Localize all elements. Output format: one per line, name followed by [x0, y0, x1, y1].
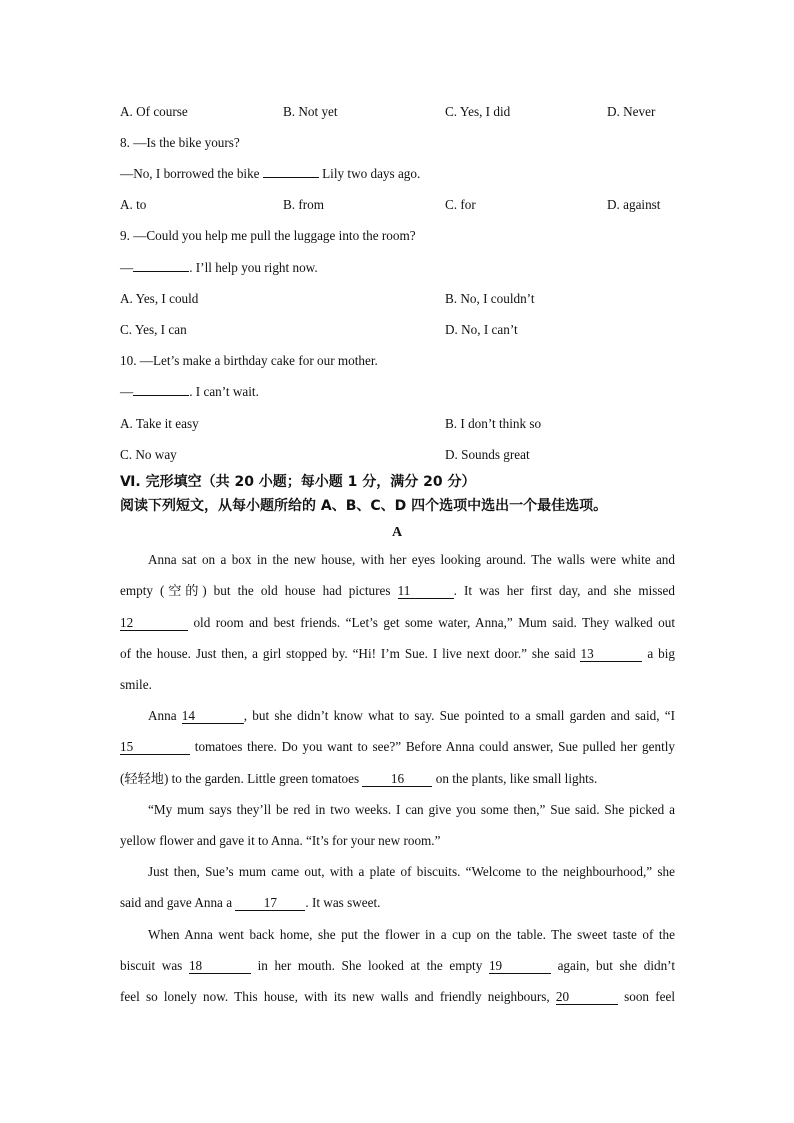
- blank-11[interactable]: 11: [398, 584, 454, 599]
- q10-reply: [120, 383, 675, 401]
- q7-option-c[interactable]: C. Yes, I did: [445, 104, 511, 119]
- q10-blank[interactable]: [133, 395, 189, 396]
- blank-18[interactable]: 18: [189, 959, 251, 974]
- q8-option-b[interactable]: B. from: [283, 197, 325, 212]
- passage-text: . It was sweet.: [305, 895, 381, 910]
- q9-reply-after: . I’ll help you right now.: [189, 260, 318, 275]
- q8-blank[interactable]: [263, 177, 319, 178]
- q8-option-d[interactable]: D. against: [607, 197, 661, 212]
- q9-reply: [120, 259, 675, 277]
- q10-option-d[interactable]: D. Sounds great: [445, 447, 530, 462]
- passage-line: smile.: [120, 677, 152, 692]
- q10-stem: 10. —Let’s make a birthday cake for our mother.: [120, 353, 378, 368]
- passage-line: [120, 614, 675, 632]
- passage-line: yellow flower and gave it to Anna. “It’s for your new room.”: [120, 833, 441, 848]
- q8-option-c[interactable]: C. for: [445, 197, 476, 212]
- passage-text: (轻轻地) to the garden. Little green tomatoes: [120, 771, 363, 786]
- passage-text: . It was her first day, and she missed: [453, 583, 675, 598]
- q7-option-d[interactable]: D. Never: [607, 104, 656, 119]
- q8-reply: [120, 165, 675, 183]
- passage-text: , but she didn’t know what to say. Sue pointed to a small garden and said, “I: [243, 708, 675, 723]
- q9-option-c[interactable]: C. Yes, I can: [120, 322, 187, 337]
- passage-text: on the plants, like small lights.: [432, 771, 598, 786]
- passage-text: soon feel: [617, 989, 675, 1004]
- passage-text: tomatoes there. Do you want to see?” Before Anna could answer, Sue pulled her gently: [190, 739, 675, 754]
- passage-line: [120, 988, 675, 1006]
- q9-option-d[interactable]: D. No, I can’t: [445, 322, 518, 337]
- q7-option-a[interactable]: A. Of course: [120, 104, 188, 119]
- section-instruction: 阅读下列短文，从每小题所给的 A、B、C、D 四个选项中选出一个最佳选项。: [120, 498, 608, 514]
- passage-line: Just then, Sue’s mum came out, with a plate of biscuits. “Welcome to the neighbourhood,” she: [148, 864, 675, 879]
- q8-option-a[interactable]: A. to: [120, 197, 147, 212]
- q9-option-a[interactable]: A. Yes, I could: [120, 291, 199, 306]
- q10-option-c[interactable]: C. No way: [120, 447, 177, 462]
- q10-option-a[interactable]: A. Take it easy: [120, 416, 199, 431]
- passage-line: [120, 957, 675, 975]
- passage-text: empty (空的) but the old house had pictures: [120, 583, 398, 598]
- passage-text: biscuit was: [120, 958, 189, 973]
- passage-line: [120, 770, 597, 788]
- q9-stem: 9. —Could you help me pull the luggage into the room?: [120, 228, 416, 243]
- passage-line: [120, 645, 675, 663]
- passage-line: [148, 707, 675, 725]
- passage-text: a big: [642, 646, 675, 661]
- passage-text: in her mouth. She looked at the empty: [250, 958, 489, 973]
- passage-line: [120, 738, 675, 756]
- blank-14[interactable]: 14: [182, 709, 244, 724]
- q9-blank[interactable]: [133, 271, 189, 272]
- passage-text: said and gave Anna a: [120, 895, 236, 910]
- blank-13[interactable]: 13: [580, 647, 642, 662]
- q10-reply-before: —: [120, 384, 134, 399]
- passage-text: Anna: [148, 708, 182, 723]
- blank-16[interactable]: 16: [362, 772, 432, 787]
- blank-20[interactable]: 20: [556, 990, 618, 1005]
- q9-option-b[interactable]: B. No, I couldn’t: [445, 291, 535, 306]
- q9-reply-before: —: [120, 260, 134, 275]
- passage-text: old room and best friends. “Let’s get some water, Anna,” Mum said. They walked out: [188, 615, 675, 630]
- passage-line: Anna sat on a box in the new house, with her eyes looking around. The walls were white and: [148, 552, 675, 567]
- blank-12[interactable]: 12: [120, 616, 188, 631]
- passage-text: of the house. Just then, a girl stopped by. “Hi! I’m Sue. I live next door.” she said: [120, 646, 581, 661]
- q10-reply-after: . I can’t wait.: [189, 384, 259, 399]
- q8-stem: 8. —Is the bike yours?: [120, 135, 240, 150]
- section-title: Ⅵ. 完形填空（共 20 小题；每小题 1 分，满分 20 分）: [120, 474, 476, 490]
- q8-reply-after: Lily two days ago.: [318, 166, 421, 181]
- passage-text: feel so lonely now. This house, with its new walls and friendly neighbours,: [120, 989, 556, 1004]
- passage-line: “My mum says they’ll be red in two weeks. I can give you some then,” Sue said. She picked a: [148, 802, 675, 817]
- q7-option-b[interactable]: B. Not yet: [283, 104, 338, 119]
- blank-15[interactable]: 15: [120, 740, 190, 755]
- passage-line: [120, 582, 675, 600]
- blank-19[interactable]: 19: [489, 959, 551, 974]
- passage-text: again, but she didn’t: [550, 958, 675, 973]
- q10-option-b[interactable]: B. I don’t think so: [445, 416, 542, 431]
- passage-line: When Anna went back home, she put the flower in a cup on the table. The sweet taste of the: [148, 927, 675, 942]
- q8-reply-before: —No, I borrowed the bike: [120, 166, 263, 181]
- blank-17[interactable]: 17: [235, 896, 305, 911]
- passage-line: [120, 894, 380, 912]
- passage-label: A: [391, 525, 403, 540]
